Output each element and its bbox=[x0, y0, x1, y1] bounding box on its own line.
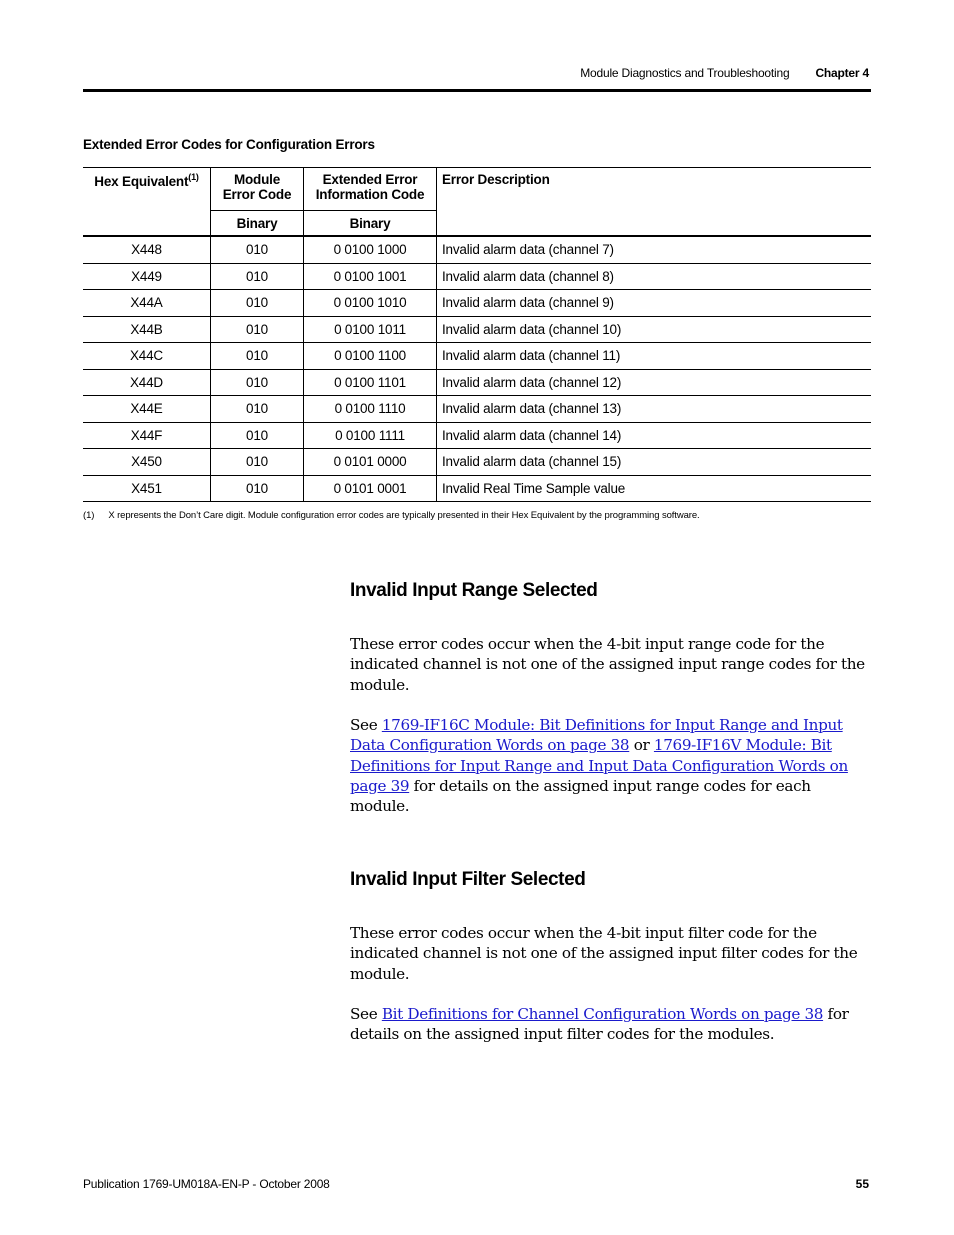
table-row bbox=[83, 316, 871, 343]
paragraph-input-range: These error codes occur when the 4-bit input range code for the indicated channel is not one of the assigned input range codes for the module. bbox=[350, 635, 865, 694]
cell-module-code: 010 bbox=[211, 263, 304, 290]
error-codes-table bbox=[83, 167, 871, 502]
cell-extended-code: 0 0100 1001 bbox=[304, 263, 437, 290]
cell-description: Invalid alarm data (channel 15) bbox=[437, 449, 872, 476]
link-channel-config-bit-definitions[interactable]: Bit Definitions for Channel Configuration Words on page 38 bbox=[381, 1005, 824, 1023]
table-footnote: (1) X represents the Don’t Care digit. Module configuration error codes are typically presented in their Hex Equivalent by the programming software. bbox=[83, 510, 700, 521]
cell-module-code: 010 bbox=[211, 343, 304, 370]
cell-hex: X44D bbox=[83, 369, 211, 396]
header-section-title: Module Diagnostics and Troubleshooting bbox=[580, 66, 790, 80]
cell-description: Invalid alarm data (channel 11) bbox=[437, 343, 872, 370]
cell-extended-code: 0 0101 0001 bbox=[304, 475, 437, 502]
cell-description: Invalid alarm data (channel 14) bbox=[437, 422, 872, 449]
table-row bbox=[83, 343, 871, 370]
cell-hex: X449 bbox=[83, 263, 211, 290]
cell-extended-code: 0 0100 1110 bbox=[304, 396, 437, 423]
header-binary-module: Binary bbox=[211, 211, 304, 237]
table-row bbox=[83, 422, 871, 449]
table-title: Extended Error Codes for Configuration Errors bbox=[83, 137, 375, 152]
cell-hex: X44B bbox=[83, 316, 211, 343]
cell-module-code: 010 bbox=[211, 316, 304, 343]
footer-publication: Publication 1769-UM018A-EN-P - October 2008 bbox=[83, 1177, 330, 1191]
cell-extended-code: 0 0100 1011 bbox=[304, 316, 437, 343]
cell-hex: X451 bbox=[83, 475, 211, 502]
cell-extended-code: 0 0100 1100 bbox=[304, 343, 437, 370]
cell-extended-code: 0 0101 0000 bbox=[304, 449, 437, 476]
header-divider bbox=[83, 89, 871, 92]
paragraph-input-range-see: See 1769-IF16C Module: Bit Definitions for Input Range and Input Data Configuration Words on page 38 or 1769-IF16V Module: Bit Definitions for Input Range and Input Data Configuration Words on page 39 for details on the assigned input range codes for each module. bbox=[350, 716, 848, 816]
cell-module-code: 010 bbox=[211, 422, 304, 449]
header-binary-extended: Binary bbox=[304, 211, 437, 237]
cell-module-code: 010 bbox=[211, 369, 304, 396]
cell-description: Invalid alarm data (channel 12) bbox=[437, 369, 872, 396]
footnote-ref: (1) bbox=[188, 172, 199, 182]
header-error-description: Error Description bbox=[437, 168, 872, 237]
cell-extended-code: 0 0100 1101 bbox=[304, 369, 437, 396]
paragraph-input-filter-see: See Bit Definitions for Channel Configuration Words on page 38 for details on the assigned input filter codes for the modules. bbox=[350, 1005, 849, 1044]
link-1769-if16v-bit-definitions[interactable]: 1769-IF16V Module: Bit Definitions for Input Range and Input Data Configuration Words on page 39 bbox=[350, 736, 848, 795]
cell-hex: X44F bbox=[83, 422, 211, 449]
cell-hex: X448 bbox=[83, 236, 211, 263]
cell-module-code: 010 bbox=[211, 449, 304, 476]
table-row bbox=[83, 236, 871, 263]
paragraph-input-filter: These error codes occur when the 4-bit input filter code for the indicated channel is not one of the assigned input filter codes for the module. bbox=[350, 924, 858, 983]
cell-description: Invalid alarm data (channel 8) bbox=[437, 263, 872, 290]
cell-description: Invalid Real Time Sample value bbox=[437, 475, 872, 502]
table-row bbox=[83, 396, 871, 423]
table-row bbox=[83, 449, 871, 476]
cell-extended-code: 0 0100 1000 bbox=[304, 236, 437, 263]
table-row bbox=[83, 475, 871, 502]
cell-module-code: 010 bbox=[211, 475, 304, 502]
cell-description: Invalid alarm data (channel 13) bbox=[437, 396, 872, 423]
header-extended-error-code: Extended Error Information Code bbox=[304, 168, 437, 211]
footer-page-number: 55 bbox=[855, 1177, 869, 1191]
section-heading-input-range: Invalid Input Range Selected bbox=[350, 580, 598, 601]
header-chapter: Chapter 4 bbox=[815, 66, 869, 80]
link-1769-if16c-bit-definitions[interactable]: 1769-IF16C Module: Bit Definitions for Input Range and Input Data Configuration Words on page 38 bbox=[350, 716, 843, 755]
page-header bbox=[580, 66, 869, 80]
cell-module-code: 010 bbox=[211, 396, 304, 423]
table-row bbox=[83, 290, 871, 317]
cell-module-code: 010 bbox=[211, 236, 304, 263]
cell-description: Invalid alarm data (channel 10) bbox=[437, 316, 872, 343]
cell-hex: X44C bbox=[83, 343, 211, 370]
cell-extended-code: 0 0100 1111 bbox=[304, 422, 437, 449]
cell-hex: X450 bbox=[83, 449, 211, 476]
header-hex: Hex Equivalent$^{(1)}$ bbox=[83, 168, 211, 237]
cell-module-code: 010 bbox=[211, 290, 304, 317]
cell-hex: X44A bbox=[83, 290, 211, 317]
cell-description: Invalid alarm data (channel 7) bbox=[437, 236, 872, 263]
section-heading-input-filter: Invalid Input Filter Selected bbox=[350, 869, 586, 890]
header-module-error-code: Module Error Code bbox=[211, 168, 304, 211]
cell-hex: X44E bbox=[83, 396, 211, 423]
table-row bbox=[83, 369, 871, 396]
cell-extended-code: 0 0100 1010 bbox=[304, 290, 437, 317]
table-row bbox=[83, 263, 871, 290]
cell-description: Invalid alarm data (channel 9) bbox=[437, 290, 872, 317]
